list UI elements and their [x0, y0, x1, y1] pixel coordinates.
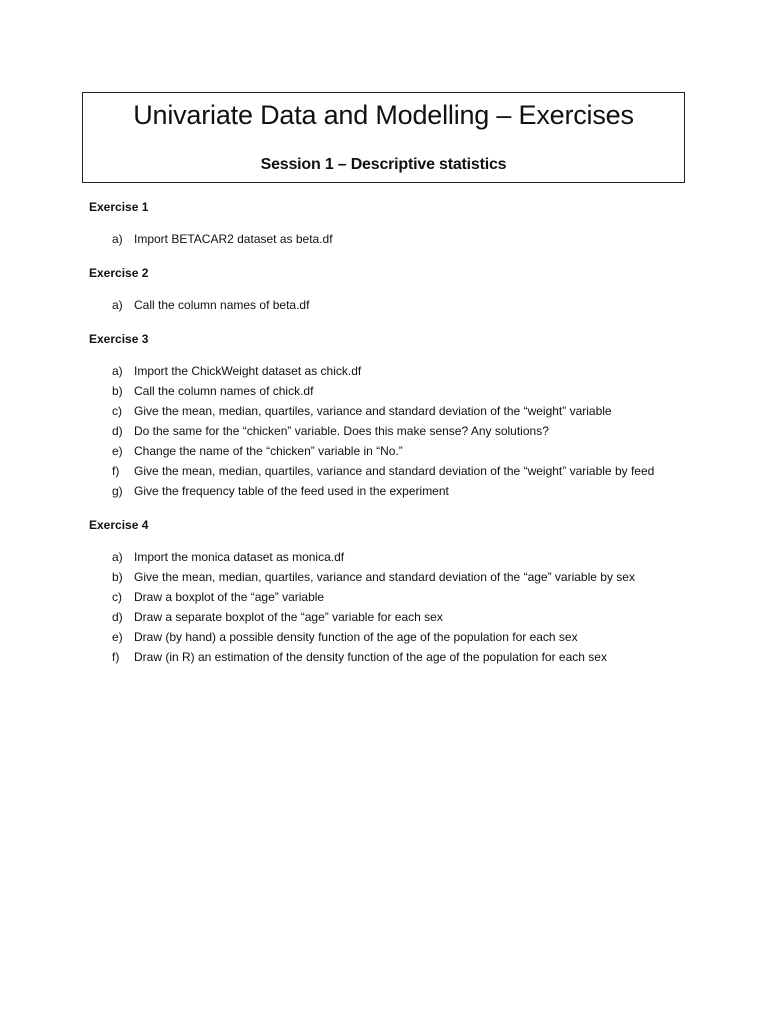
item-letter: f): [112, 650, 120, 664]
item-text: Change the name of the “chicken” variable in “No.”: [134, 444, 403, 458]
item-letter: f): [112, 464, 120, 478]
item-text: Draw a separate boxplot of the “age” variable for each sex: [134, 610, 443, 624]
session-subtitle: Session 1 – Descriptive statistics: [260, 156, 507, 173]
item-text: Give the frequency table of the feed used in the experiment: [134, 484, 449, 498]
exercise-section: [89, 263, 689, 315]
item-letter: e): [112, 444, 123, 458]
list-item: [89, 567, 689, 587]
item-letter: a): [112, 550, 123, 564]
list-item: [89, 361, 689, 381]
list-item: [89, 461, 689, 481]
list-item: [89, 647, 689, 667]
list-item: [89, 229, 689, 249]
item-text: Import the ChickWeight dataset as chick.df: [134, 364, 362, 378]
item-text: Import the monica dataset as monica.df: [134, 550, 345, 564]
list-item: [89, 401, 689, 421]
list-item: [89, 481, 689, 501]
item-letter: d): [112, 610, 123, 624]
item-letter: a): [112, 232, 123, 246]
exercise-heading: Exercise 3: [89, 332, 149, 346]
item-letter: e): [112, 630, 123, 644]
list-item: [89, 587, 689, 607]
exercise-item-list: [89, 361, 689, 501]
item-text: Draw a boxplot of the “age” variable: [134, 590, 325, 604]
exercise-section: [89, 329, 689, 501]
item-letter: c): [112, 590, 122, 604]
list-item: [89, 627, 689, 647]
item-text: Call the column names of chick.df: [134, 384, 314, 398]
exercise-section: [89, 197, 689, 249]
page-title: Univariate Data and Modelling – Exercises: [133, 100, 634, 130]
item-text: Draw (in R) an estimation of the density function of the age of the population for each sex: [134, 650, 607, 664]
item-letter: b): [112, 570, 123, 584]
exercise-heading: Exercise 2: [89, 266, 149, 280]
item-text: Give the mean, median, quartiles, variance and standard deviation of the “weight” variable: [134, 404, 612, 418]
item-text: Import BETACAR2 dataset as beta.df: [134, 232, 333, 246]
exercise-item-list: [89, 547, 689, 667]
item-text: Do the same for the “chicken” variable. Does this make sense? Any solutions?: [134, 424, 549, 438]
title-box: [82, 92, 685, 183]
list-item: [89, 441, 689, 461]
item-text: Give the mean, median, quartiles, variance and standard deviation of the “weight” variable by feed: [134, 464, 655, 478]
exercise-heading: Exercise 4: [89, 518, 149, 532]
item-letter: c): [112, 404, 122, 418]
item-letter: d): [112, 424, 123, 438]
exercise-content: [89, 197, 689, 681]
item-text: Give the mean, median, quartiles, variance and standard deviation of the “age” variable by sex: [134, 570, 635, 584]
list-item: [89, 421, 689, 441]
exercise-item-list: [89, 295, 689, 315]
item-letter: a): [112, 298, 123, 312]
list-item: [89, 607, 689, 627]
item-text: Call the column names of beta.df: [134, 298, 310, 312]
list-item: [89, 547, 689, 567]
exercise-section: [89, 515, 689, 667]
list-item: [89, 381, 689, 401]
exercise-heading: Exercise 1: [89, 200, 149, 214]
item-letter: b): [112, 384, 123, 398]
item-text: Draw (by hand) a possible density function of the age of the population for each sex: [134, 630, 578, 644]
list-item: [89, 295, 689, 315]
exercise-item-list: [89, 229, 689, 249]
item-letter: a): [112, 364, 123, 378]
item-letter: g): [112, 484, 123, 498]
